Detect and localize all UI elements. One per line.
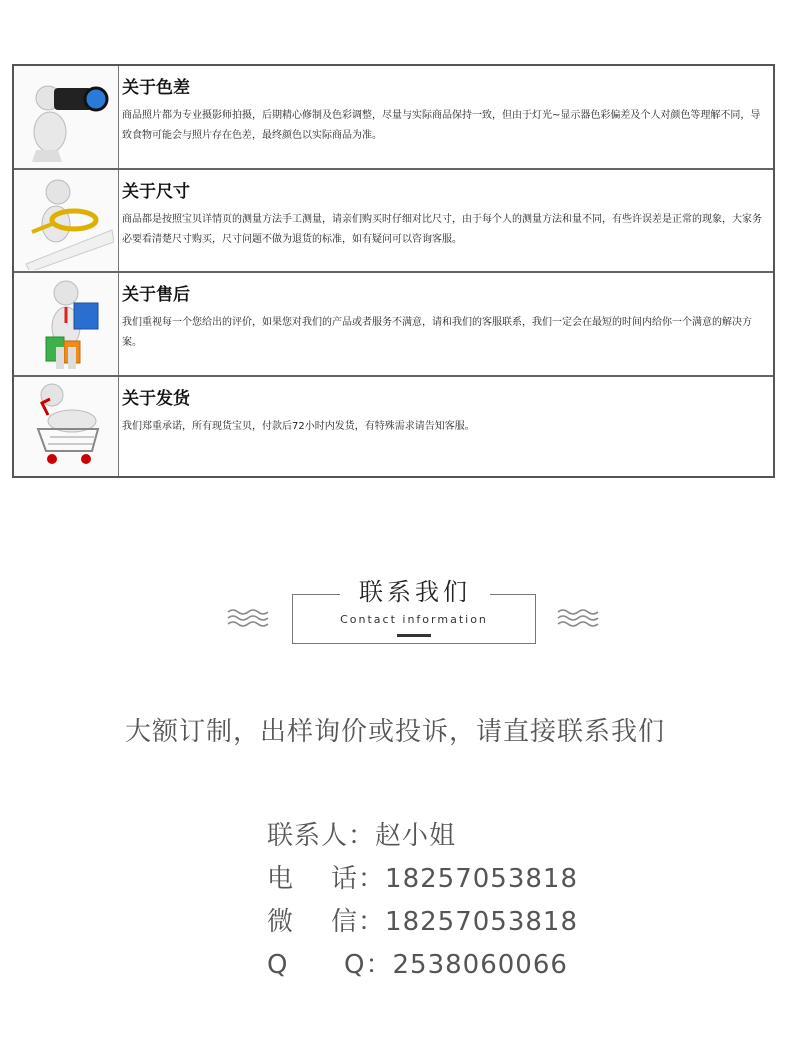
camera-figure-icon bbox=[14, 66, 119, 168]
contact-person: 联系人：赵小姐 bbox=[267, 821, 457, 851]
section-title: 关于发货 bbox=[122, 389, 190, 409]
contact-wechat: 微 信：18257053818 bbox=[267, 907, 579, 937]
section-text: 商品照片都为专业摄影师拍摄，后期精心修制及色彩调整，尽量与实际商品保持一致，但由于灯光~显示器色彩偏差及个人对颜色等理解不同，导致食物可能会与照片存在色差，最终颜色以实际商品为准。 bbox=[122, 110, 761, 141]
section-text: 我们郑重承诺，所有现货宝贝，付款后72小时内发货，有特殊需求请告知客服。 bbox=[122, 421, 475, 432]
contact-notice: 大额订制，出样询价或投诉，请直接联系我们 bbox=[124, 717, 665, 747]
section-text: 商品都是按照宝贝详情页的测量方法手工测量，请亲们购买时仔细对比尺寸，由于每个人的测量方法和量不同，有些许误差是正常的现象，大家务必要看清楚尺寸购买，尺寸问题不做为退货的标准，如有疑问可以咨询客服。 bbox=[122, 214, 762, 245]
right-wave-icon bbox=[556, 608, 602, 628]
info-table bbox=[12, 64, 775, 478]
shopping-bags-figure-icon bbox=[14, 273, 119, 375]
magnifier-ruler-figure-icon bbox=[14, 170, 119, 271]
contact-qq: Q Q：2538060066 bbox=[267, 950, 568, 980]
section-title: 关于色差 bbox=[122, 78, 190, 98]
section-title: 关于尺寸 bbox=[122, 182, 190, 202]
shopping-cart-figure-icon bbox=[14, 377, 119, 476]
contact-subtitle: Contact information bbox=[340, 613, 488, 626]
section-size bbox=[14, 170, 773, 273]
left-wave-icon bbox=[226, 608, 272, 628]
contact-underline bbox=[397, 634, 431, 637]
section-title: 关于售后 bbox=[122, 285, 190, 305]
section-color-diff bbox=[14, 66, 773, 170]
section-shipping bbox=[14, 377, 773, 476]
contact-details bbox=[267, 815, 767, 987]
section-text: 我们重视每一个您给出的评价，如果您对我们的产品或者服务不满意，请和我们的客服联系，我们一定会在最短的时间内给你一个满意的解决方案。 bbox=[122, 317, 752, 348]
section-after-sales bbox=[14, 273, 773, 377]
contact-title: 联系我们 bbox=[340, 576, 490, 608]
contact-phone: 电 话：18257053818 bbox=[267, 864, 579, 894]
